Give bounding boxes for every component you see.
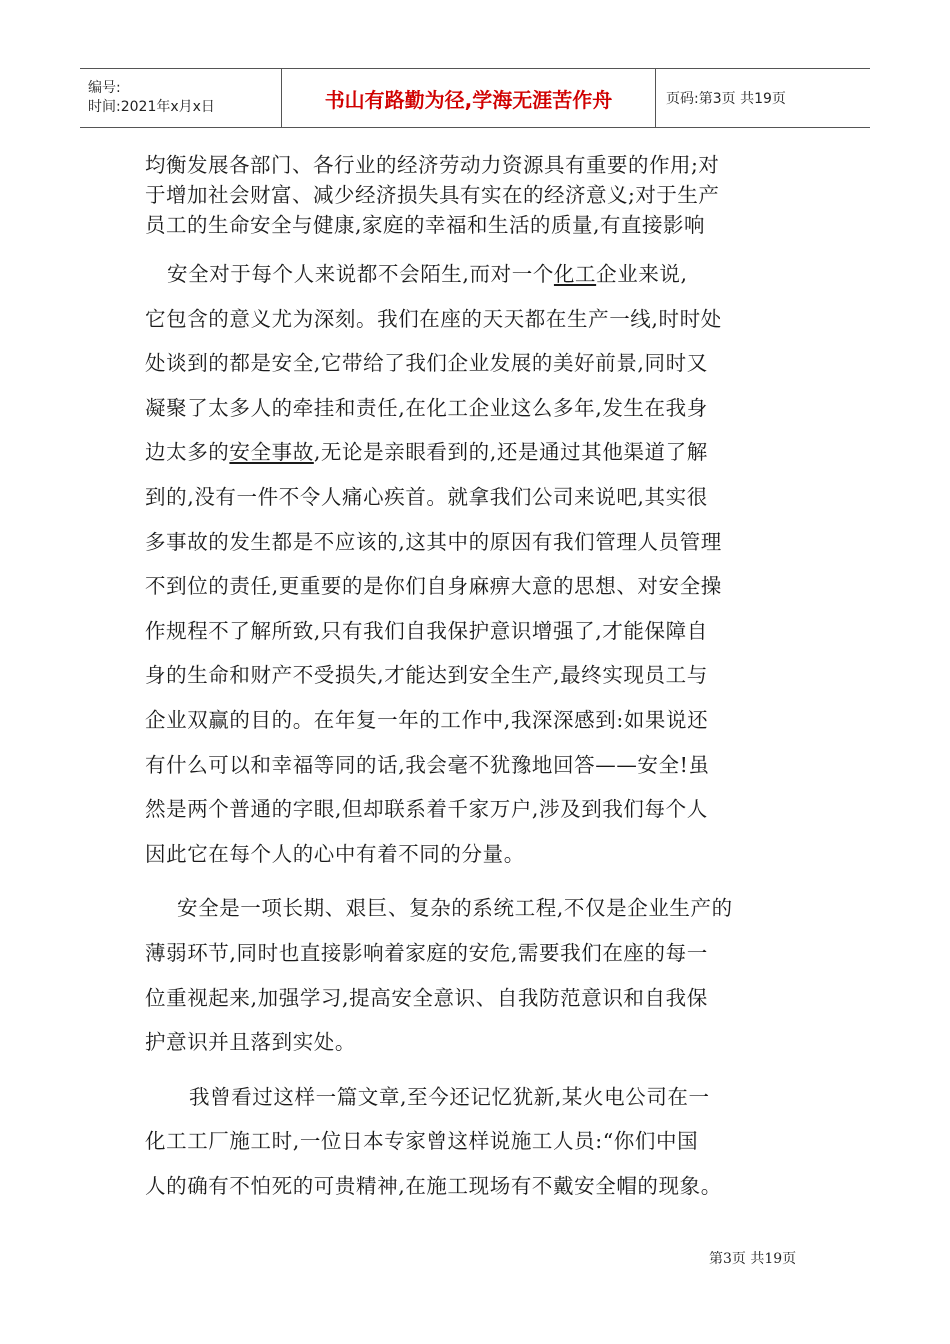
intro-paragraph — [145, 150, 815, 240]
intro-line: 于增加社会财富、减少经济损失具有实在的经济意义;对于生产 — [145, 183, 720, 207]
text-span: 边太多的 — [145, 440, 230, 465]
text-line: 凝聚了太多人的牵挂和责任,在化工企业这么多年,发生在我身 — [145, 395, 708, 420]
text-line: 护意识并且落到实处。 — [145, 1030, 356, 1055]
text-line — [145, 430, 815, 475]
header-motto: 书山有路勤为径,学海无涯苦作舟 — [282, 69, 656, 127]
text-line: 不到位的责任,更重要的是你们自身麻痹大意的思想、对安全操 — [145, 574, 722, 599]
text-line — [145, 252, 815, 297]
text-line: 人的确有不怕死的可贵精神,在施工现场有不戴安全帽的现象。 — [145, 1173, 722, 1198]
safety-accident-link[interactable]: 安全事故 — [229, 440, 314, 465]
text-line: 化工工厂施工时,一位日本专家曾这样说施工人员:“你们中国 — [145, 1129, 699, 1154]
intro-line: 均衡发展各部门、各行业的经济劳动力资源具有重要的作用;对 — [145, 153, 720, 177]
paragraph-3 — [145, 1075, 815, 1209]
text-line: 然是两个普通的字眼,但却联系着千家万户,涉及到我们每个人 — [145, 797, 708, 822]
page-footer: 第3页 共19页 — [709, 1251, 797, 1267]
text-line: 身的生命和财产不受损失,才能达到安全生产,最终实现员工与 — [145, 663, 708, 688]
text-line: 安全是一项长期、艰巨、复杂的系统工程,不仅是企业生产的 — [177, 896, 733, 921]
document-date: 时间:2021年x月x日 — [88, 99, 215, 115]
paragraph-gap — [145, 876, 815, 886]
text-span: 企业来说, — [596, 262, 688, 286]
page-header — [80, 68, 870, 128]
text-line: 企业双赢的目的。在年复一年的工作中,我深深感到:如果说还 — [145, 707, 709, 732]
document-number-label: 编号: — [88, 80, 121, 96]
text-line: 多事故的发生都是不应该的,这其中的原因有我们管理人员管理 — [145, 529, 722, 554]
paragraph-1 — [145, 252, 815, 876]
paragraph-gap — [145, 1065, 815, 1075]
text-line: 到的,没有一件不令人痛心疾首。就拿我们公司来说吧,其实很 — [145, 484, 708, 509]
intro-line: 员工的生命安全与健康,家庭的幸福和生活的质量,有直接影响 — [145, 213, 706, 237]
header-meta — [80, 69, 282, 127]
text-line: 我曾看过这样一篇文章,至今还记忆犹新,某火电公司在一 — [189, 1084, 710, 1109]
header-page-number: 页码:第3页 共19页 — [666, 91, 786, 107]
text-span: 安全对于每个人来说都不会陌生,而对一个 — [167, 262, 554, 286]
text-line: 作规程不了解所致,只有我们自我保护意识增强了,才能保障自 — [145, 618, 708, 643]
chemical-link[interactable]: 化工 — [553, 262, 597, 286]
text-line: 因此它在每个人的心中有着不同的分量。 — [145, 841, 525, 866]
text-line: 处谈到的都是安全,它带给了我们企业发展的美好前景,同时又 — [145, 351, 708, 376]
text-line: 有什么可以和幸福等同的话,我会毫不犹豫地回答——安全!虽 — [145, 752, 710, 777]
text-line: 它包含的意义尤为深刻。我们在座的天天都在生产一线,时时处 — [145, 306, 722, 331]
text-span: ,无论是亲眼看到的,还是通过其他渠道了解 — [313, 440, 708, 465]
paragraph-2 — [145, 886, 815, 1064]
text-line: 位重视起来,加强学习,提高安全意识、自我防范意识和自我保 — [145, 985, 708, 1010]
text-line: 薄弱环节,同时也直接影响着家庭的安危,需要我们在座的每一 — [145, 940, 708, 965]
document-body — [145, 252, 815, 1208]
